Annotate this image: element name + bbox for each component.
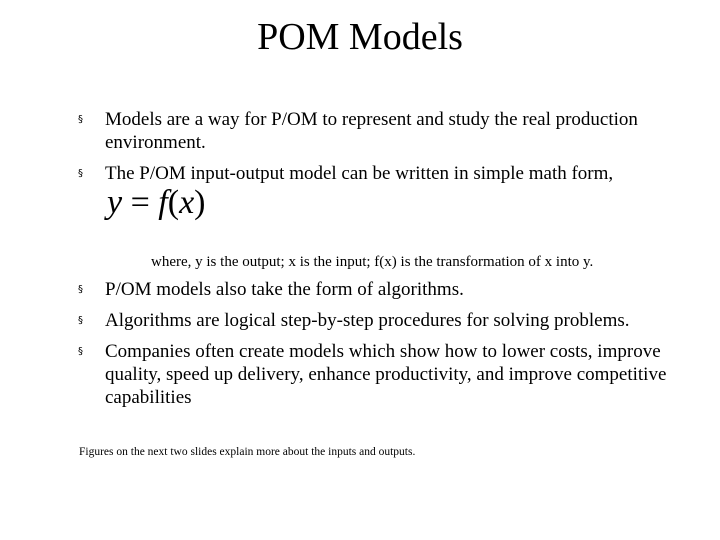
bullet-marker-icon: § [78,315,83,326]
formula-equals: = [130,184,150,221]
bullet-marker-icon: § [78,114,83,125]
formula-close-paren: ) [194,184,206,221]
bullet-text: The P/OM input-output model can be written in simple math form, [105,163,614,184]
bullet-item [78,309,713,332]
bullet-text: Models are a way for P/OM to represent and study the real production environment. [105,109,638,153]
bullet-text: Algorithms are logical step-by-step procedures for solving problems. [105,310,630,331]
bullet-marker-icon: § [78,168,83,179]
slide-title: POM Models [257,16,463,58]
bullet-item [78,162,713,185]
where-note: where, y is the output; x is the input; f(x) is the transformation of x into y. [151,254,594,270]
bullet-text: Companies often create models which show how to lower costs, improve quality, speed up delivery, enhance productivity, and improve competitive capabilities [105,341,667,408]
bullet-marker-icon: § [78,346,83,357]
bullet-item [78,278,713,301]
formula-arg: x [179,184,195,221]
formula [107,183,205,223]
bullet-item [78,340,713,409]
formula-lhs: y [107,184,123,221]
bullet-item [78,108,713,154]
bullet-text: P/OM models also take the form of algorithms. [105,279,464,300]
formula-func: f [158,184,168,221]
formula-open-paren: ( [167,184,180,221]
bullet-marker-icon: § [78,284,83,295]
footnote: Figures on the next two slides explain more about the inputs and outputs. [79,446,416,458]
